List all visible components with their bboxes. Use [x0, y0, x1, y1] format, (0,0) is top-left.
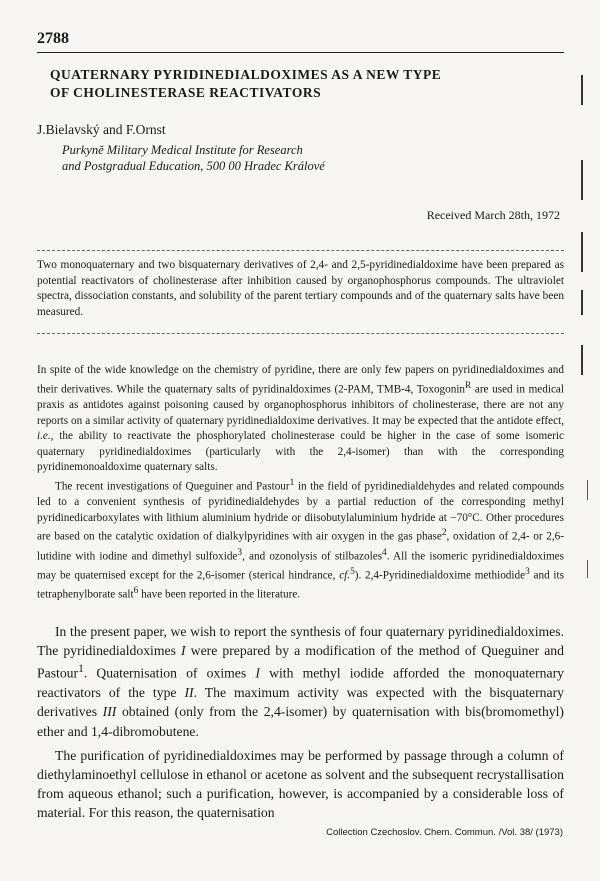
title-line-2: OF CHOLINESTERASE REACTIVATORS	[50, 85, 322, 100]
page-number: 2788	[37, 30, 69, 47]
margin-mark	[587, 560, 588, 578]
margin-mark	[581, 160, 583, 200]
affiliation-line-2: and Postgradual Education, 500 00 Hradec Králové	[62, 159, 325, 173]
margin-mark	[587, 480, 588, 500]
introduction-small-print	[37, 363, 564, 604]
abstract-rule-bottom	[37, 333, 564, 334]
authors: J.Bielavský and F.Ornst	[37, 122, 166, 137]
abstract: Two monoquaternary and two bisquaternary derivatives of 2,4- and 2,5-pyridinedialdoxime have been prepared as potential reactivators of cholinesterase after inhibition caused by organophosphorus compounds. The ultraviolet spectra, dissociation constants, and solubility of the parent tertiary compounds and of the quaternary salts have been measured.	[37, 259, 564, 318]
main-text	[37, 622, 564, 828]
received-date: Received March 28th, 1972	[426, 208, 560, 222]
body-paragraph-2: The purification of pyridinedialdoximes may be performed by passage through a column of diethylaminoethyl cellulose in ethanol or acetone as solvent and the subsequent recrystallisation from aqueous ethanol; such a purification, however, is accompanied by a considerable loss of material. For this reason, the quaternisation	[37, 747, 564, 821]
margin-mark	[581, 232, 583, 272]
margin-mark	[581, 345, 583, 375]
margin-mark	[581, 290, 583, 315]
article-title	[50, 66, 550, 102]
affiliation-line-1: Purkyně Military Medical Institute for Research	[62, 143, 303, 157]
abstract-rule-top	[37, 250, 564, 251]
title-line-1: QUATERNARY PYRIDINEDIALDOXIMES AS A NEW TYPE	[50, 67, 442, 82]
intro-paragraph-1: In spite of the wide knowledge on the chemistry of pyridine, there are only few papers on pyridinedialdoximes and their derivatives. While the quaternary salts of pyridinaldoximes (2-PAM, TMB-4, Toxogonin$^R$ are used in medical praxis as antidotes against poisoning caused by organophosphorus inhibitors of cholinesterase, there are not any reports on a similar activity of quaternary pyridinedialdoxime derivatives. It may be expected that the antidote effect, i.e., the ability to reactivate the phosphorylated cholinesterase could be higher in the case of some isomeric quaternary pyridinedialdoximes (particularly with the 2,4-isomer) than with the corresponding pyridinemonoaldoxime quaternary salts.	[37, 364, 564, 474]
journal-citation: Collection Czechoslov. Chem. Commun. /Vol. 38/ (1973)	[326, 827, 563, 838]
header-rule	[37, 52, 564, 53]
margin-mark	[581, 75, 583, 105]
affiliation	[62, 142, 325, 174]
intro-paragraph-2: The recent investigations of Queguiner and Pastour$^1$ in the field of pyridinedialdehydes and related compounds led to a convenient synthesis of pyridinedialdehydes by a partial reduction of the corresponding methyl pyridinedicarboxylates with lithium aluminium hydride or diisobutylaluminium hydride at −70°C. Other procedures are based on the catalytic oxidation of dialkylpyridines with air oxygen in the gas phase$^2$, oxidation of 2,4- or 2,6-lutidine with iodine and dimethyl sulfoxide$^3$, and ozonolysis of stilbazoles$^4$. All the isomeric pyridinedialdoximes may be quaternised except for the 2,6-isomer (sterical hindrance, cf.$^5$). 2,4-Pyridinedialdoxime methiodide$^3$ and its tetraphenylborate salt$^6$ have been reported in the literature.	[37, 477, 565, 602]
body-paragraph-1: In the present paper, we wish to report the synthesis of four quaternary pyridinedialdoximes. The pyridinedialdoximes I were prepared by a modification of the method of Queguiner and Pastour$^1$. Quaternisation of oximes I with methyl iodide afforded the monoquaternary reactivators of the type II. The maximum activity was expected with the bisquaternary derivatives III obtained (only from the 2,4-isomer) by quaternisation with bis(bromomethyl) ether and 1,4-dibromobutene.	[37, 624, 564, 739]
